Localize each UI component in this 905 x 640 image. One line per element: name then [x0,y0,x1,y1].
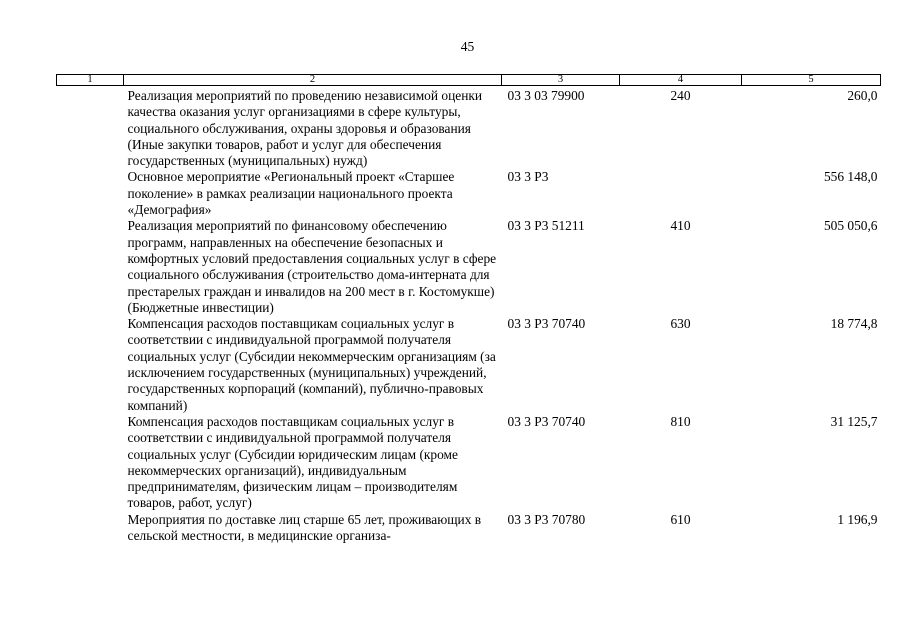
table-header [57,75,881,86]
column-header-4: 4 [620,75,742,86]
row-index-cell [57,414,124,512]
row-name: Основное мероприятие «Региональный проект «Старшее поколение» в рамках реализации национального проекта «Демография» [127,169,455,218]
table-row [57,86,881,170]
row-name: Реализация мероприятий по проведению независимой оценки качества оказания услуг организациями в сфере культуры, социального обслуживания, охраны здоровья и образования (Иные закупки товаров, работ и услуг для обеспечения государственных (муниципальных) нужд) [127,88,483,169]
row-sum: 260,0 [847,88,878,103]
table-row [57,512,881,545]
row-name: Мероприятия по доставке лиц старше 65 лет, проживающих в сельской местности, в медицинские организа- [127,511,482,544]
row-sum: 556 148,0 [823,169,878,185]
row-sum: 1 196,9 [837,511,878,527]
page-number: 45 [460,39,475,54]
row-code: 03 3 P3 51211 [507,218,585,234]
column-header-2: 2 [124,75,502,86]
row-name: Компенсация расходов поставщикам социальных услуг в соответствии с индивидуальной программой получателя социальных услуг (Субсидии юридическим лицам (кроме некоммерческих организаций), индивидуальным предпринимателям, физическим лицам – производителям товаров, работ, услуг) [127,413,458,511]
row-index-cell [57,512,124,545]
row-type [620,169,742,218]
row-name: Реализация мероприятий по финансовому обеспечению программ, направленных на обеспечение безопасных и комфортных условий предоставления социальных услуг в сфере социального обслуживания (строительство дома-интерната для престарелых граждан и инвалидов на 200 мест в г. Костомукше) (Бюджетные инвестиции) [127,218,497,315]
row-type: 240 [670,88,691,103]
row-type: 410 [670,218,691,234]
row-type: 810 [670,413,691,429]
row-sum: 18 774,8 [830,316,878,332]
row-sum: 505 050,6 [823,218,878,234]
row-index-cell [57,316,124,414]
column-header-5: 5 [742,75,881,86]
row-type: 630 [670,316,691,332]
row-name: Компенсация расходов поставщикам социальных услуг в соответствии с индивидуальной программой получателя социальных услуг (Субсидии некоммерческим организациям (за исключением государственных (муниципальных) учреждений, государственных корпораций (компаний), публично-правовых компаний) [127,316,496,413]
row-index-cell [57,169,124,218]
row-index-cell [57,218,124,316]
table-row [57,169,881,218]
table-row [57,218,881,316]
row-sum: 31 125,7 [830,413,878,429]
header-row [57,75,881,86]
row-type: 610 [670,511,691,527]
row-index-cell [57,86,124,170]
table-row [57,316,881,414]
table-row [57,414,881,512]
budget-table [56,74,881,544]
row-code: 03 3 P3 70740 [507,413,586,429]
row-code: 03 3 03 79900 [507,88,585,103]
row-code: 03 3 P3 70780 [507,511,586,527]
column-header-1: 1 [57,75,124,86]
column-header-3: 3 [502,75,620,86]
row-code: 03 3 P3 [507,169,549,185]
table-body [57,86,881,545]
row-code: 03 3 P3 70740 [507,316,586,332]
